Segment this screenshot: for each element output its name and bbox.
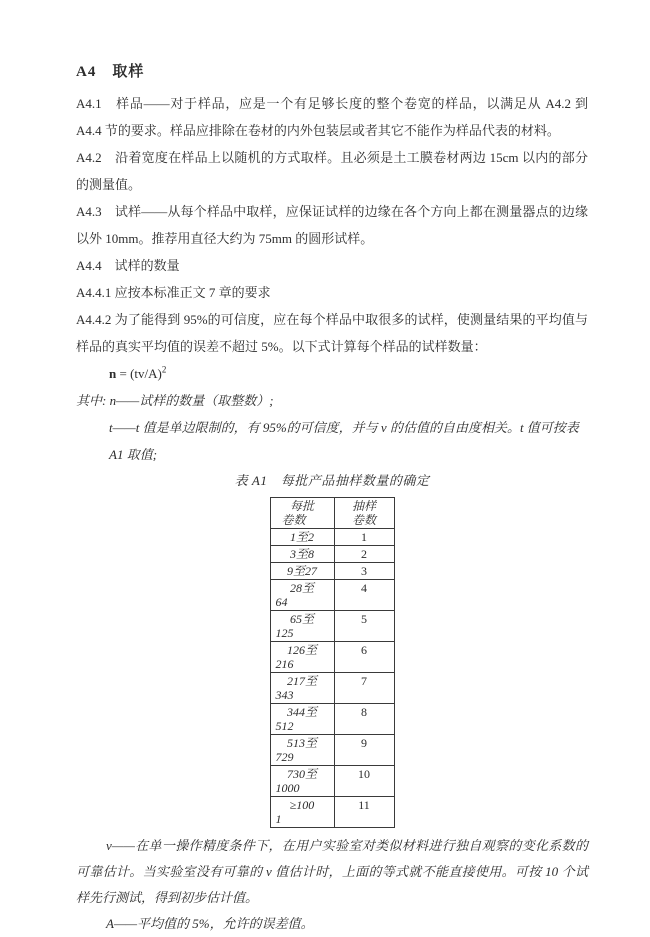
batch-rolls-cell — [270, 529, 334, 546]
batch-rolls-cell-line: 3至8 — [289, 547, 314, 561]
paragraph-a4-3: A4.3 试样——从每个样品中取样，应保证试样的边缘在各个方向上都在测量器点的边缘以外 10mm。推荐用直径大约为 75mm 的圆形试样。 — [76, 204, 588, 246]
batch-rolls-cell-line: 28至 — [289, 581, 314, 595]
batch-rolls-cell-line: 729 — [275, 750, 294, 764]
sample-rolls-cell: 4 — [334, 580, 394, 611]
sample-rolls-cell: 7 — [334, 673, 394, 704]
paragraph-a4-4-1: A4.4.1 应按本标准正文 7 章的要求 — [76, 285, 271, 300]
sample-rolls-cell: 2 — [334, 546, 394, 563]
batch-rolls-cell-line: 1至2 — [289, 530, 314, 544]
note-definition-a: A——平均值的 5%，允许的误差值。 — [106, 916, 314, 931]
batch-rolls-cell — [270, 611, 334, 642]
batch-rolls-cell-line: 126至 — [286, 643, 317, 657]
batch-rolls-cell-line: 512 — [275, 719, 294, 733]
table-row — [270, 529, 394, 546]
table-a1-title: 表 A1 每批产品抽样数量的确定 — [234, 473, 430, 488]
sample-rolls-cell: 10 — [334, 766, 394, 797]
table-row — [270, 611, 394, 642]
batch-rolls-cell-line: 64 — [275, 595, 288, 609]
table-row — [270, 735, 394, 766]
section-heading: A4 取样 — [76, 64, 145, 80]
note-definition-v: v——在单一操作精度条件下，在用户实验室对类似材料进行独自观察的变化系数的可靠估计。当实验室没有可靠的 v 值估计时，上面的等式就不能直接使用。可按 10 个试样先行测试，得到初步估计值。 — [76, 838, 588, 905]
formula-variable: n — [109, 366, 117, 381]
batch-rolls-cell-line: ≥100 — [289, 798, 315, 812]
paragraph-a4-4-2: A4.4.2 为了能得到 95%的可信度，应在每个样品中取很多的试样，使测量结果的平均值与样品的真实平均值的误差不超过 5%。以下式计算每个样品的试样数量： — [76, 312, 588, 354]
table-header-row — [270, 498, 394, 529]
batch-rolls-cell — [270, 642, 334, 673]
batch-rolls-cell-line: 217至 — [286, 674, 317, 688]
sampling-table-body — [270, 529, 394, 828]
table-row — [270, 704, 394, 735]
sample-rolls-cell: 1 — [334, 529, 394, 546]
batch-rolls-header-line2: 卷数 — [281, 513, 306, 527]
sample-rolls-header-line1: 抽样 — [351, 499, 376, 513]
batch-rolls-cell-line: 125 — [275, 626, 294, 640]
table-row — [270, 673, 394, 704]
batch-rolls-cell — [270, 704, 334, 735]
table-row — [270, 546, 394, 563]
table-row — [270, 563, 394, 580]
batch-rolls-cell-line: 9至27 — [286, 564, 317, 578]
sample-rolls-cell: 8 — [334, 704, 394, 735]
batch-rolls-header — [270, 498, 334, 529]
table-row — [270, 766, 394, 797]
batch-rolls-cell-line: 344至 — [286, 705, 317, 719]
sample-count-formula — [76, 360, 588, 387]
batch-rolls-cell — [270, 546, 334, 563]
batch-rolls-cell — [270, 797, 334, 828]
batch-rolls-cell-line: 1 — [275, 812, 282, 826]
where-definition-n: 其中: n——试样的数量（取整数）; — [76, 393, 274, 408]
sample-rolls-cell: 3 — [334, 563, 394, 580]
table-row — [270, 797, 394, 828]
sampling-table — [270, 497, 395, 828]
batch-rolls-cell-line: 343 — [275, 688, 294, 702]
batch-rolls-cell-line: 65至 — [289, 612, 314, 626]
sample-rolls-cell: 6 — [334, 642, 394, 673]
sample-rolls-cell: 11 — [334, 797, 394, 828]
paragraph-a4-4: A4.4 试样的数量 — [76, 258, 180, 273]
paragraph-a4-1: A4.1 样品——对于样品，应是一个有足够长度的整个卷宽的样品，以满足从 A4.2 到 A4.4 节的要求。样品应排除在卷材的内外包装层或者其它不能作为样品代表的材料。 — [76, 96, 588, 138]
sample-rolls-header-line2: 卷数 — [351, 513, 376, 527]
batch-rolls-cell-line: 216 — [275, 657, 294, 671]
batch-rolls-cell-line: 1000 — [275, 781, 300, 795]
sample-rolls-cell: 5 — [334, 611, 394, 642]
where-definition-t: t——t 值是单边限制的，有 95%的可信度，并与 v 的估值的自由度相关。t 值可按表 A1 取值; — [109, 420, 579, 462]
paragraph-a4-2: A4.2 沿着宽度在样品上以随机的方式取样。且必须是土工膜卷材两边 15cm 以内的部分的测量值。 — [76, 150, 588, 192]
formula-body: = (tv/A) — [116, 366, 162, 381]
batch-rolls-cell — [270, 580, 334, 611]
batch-rolls-cell-line: 513至 — [286, 736, 317, 750]
sample-rolls-cell: 9 — [334, 735, 394, 766]
batch-rolls-cell — [270, 735, 334, 766]
batch-rolls-cell — [270, 673, 334, 704]
formula-exponent: 2 — [161, 364, 167, 375]
batch-rolls-cell — [270, 563, 334, 580]
batch-rolls-header-line1: 每批 — [289, 499, 314, 513]
sample-rolls-header — [334, 498, 394, 529]
table-row — [270, 580, 394, 611]
batch-rolls-cell — [270, 766, 334, 797]
table-row — [270, 642, 394, 673]
batch-rolls-cell-line: 730至 — [286, 767, 317, 781]
